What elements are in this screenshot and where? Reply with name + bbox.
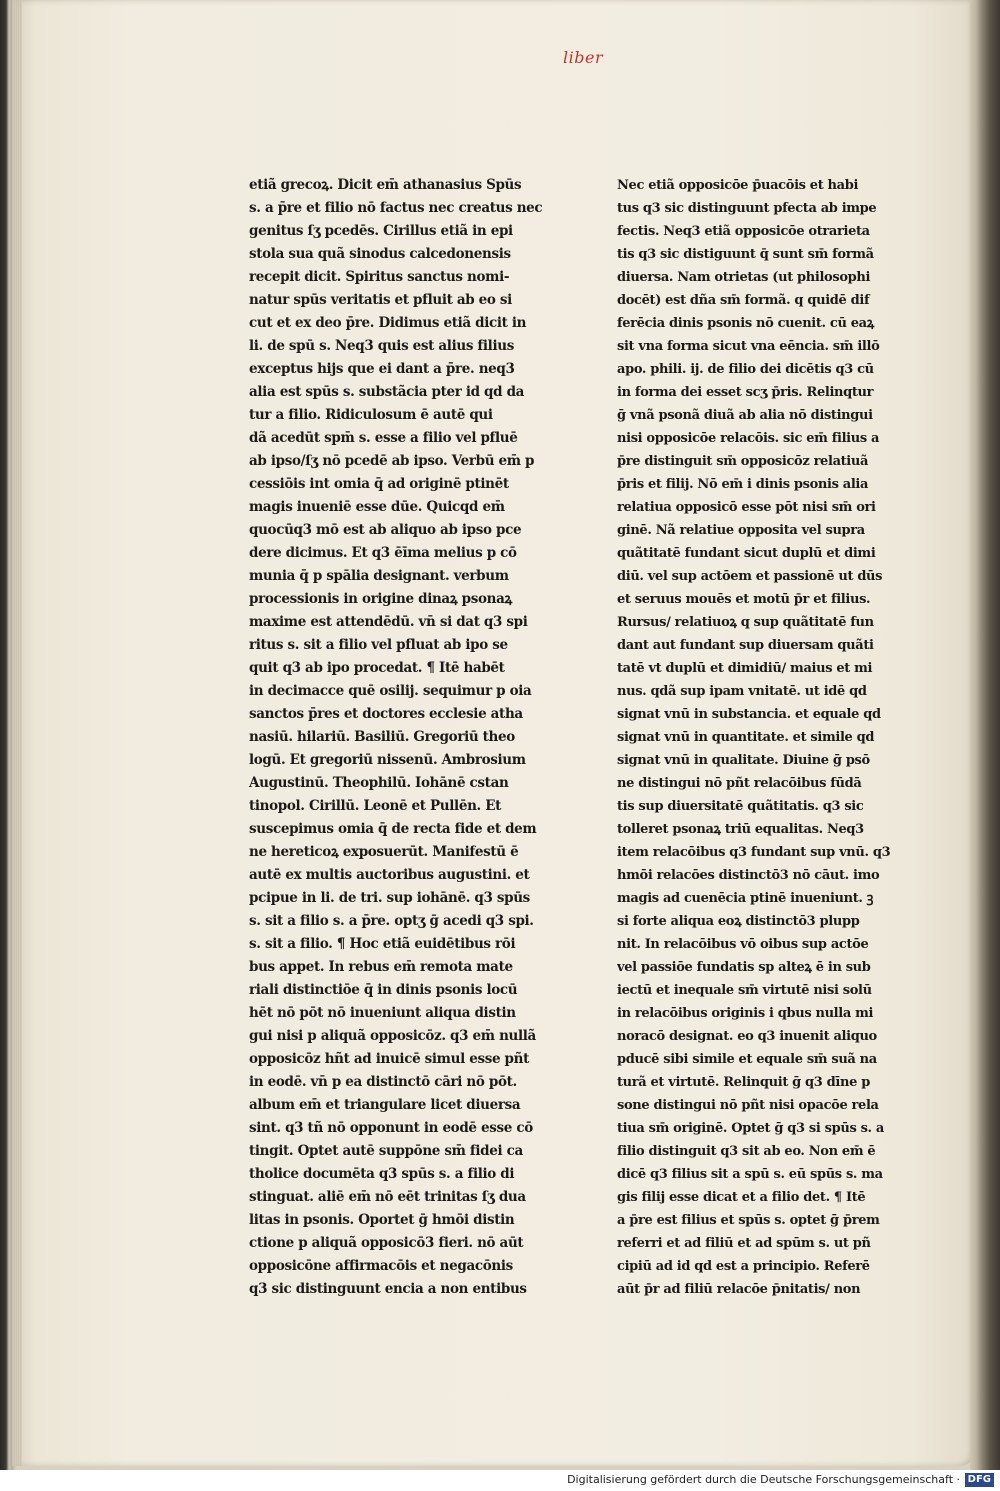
- text-line: pducē sibi simile et equale sm̄ suã na: [617, 1052, 877, 1067]
- text-line: referri et ad filiū et ad spūm s. ut pñ: [617, 1236, 871, 1251]
- text-line: iectū et inequale sm̄ virtutē nisi solū: [617, 983, 872, 998]
- text-line: genitus ſʒ pcedēs. Cirillus etiã in epi: [249, 223, 513, 239]
- text-line: nit. In relacōibus vō oibus sup actōe: [617, 937, 869, 952]
- page-edges: [12, 0, 22, 1466]
- text-line: dere dicimus. Et q3 ēīma melius p cō: [249, 545, 517, 561]
- text-line: in eodē. vn̄ p ea distinctō cāri nō pōt.: [249, 1074, 517, 1090]
- text-line: pcipue in li. de tri. sup iohānē. q3 spūs: [249, 890, 530, 906]
- text-line: processionis in origine dinaꝝ psonaꝝ: [249, 591, 512, 607]
- text-line: quit q3 ab ipo procedat. ¶ Itē habēt: [249, 660, 505, 676]
- text-line: q3 sic distinguunt encia a non entibus: [249, 1281, 527, 1297]
- text-line: munia q̄ p spālia designant. verbum: [249, 568, 509, 584]
- text-line: filio distinguit q3 sit ab eo. Non em̄ ē: [617, 1144, 876, 1159]
- text-line: tus q3 sic distinguunt pfecta ab impe: [617, 201, 877, 216]
- text-line: ginē. Nã relatiue opposita vel supra: [617, 523, 865, 538]
- text-line: vel passiōe fundatis sp alteꝝ ē in sub: [617, 960, 871, 975]
- text-line: Nec etiã opposicōe p̄uacōis et habi: [617, 178, 859, 193]
- text-line: signat vnū in qualitate. Diuine ḡ psō: [617, 753, 870, 768]
- text-line: item relacōibus q3 fundant sup vnū. q3: [617, 845, 891, 860]
- text-line: autē ex multis auctoribus augustini. et: [249, 867, 530, 883]
- text-line: s. a p̄re et filio nō factus nec creatus nec: [249, 200, 543, 216]
- text-line: ritus s. sit a filio vel pfluat ab ipo se: [249, 637, 508, 653]
- running-head: liber: [563, 48, 604, 67]
- text-line: turã et virtutē. Relinquit ḡ q3 dīne p: [617, 1075, 870, 1090]
- text-line: in forma dei esset scʒ p̄ris. Relinqtur: [617, 385, 874, 400]
- text-line: relatiua opposicō esse pōt nisi sm̄ ori: [617, 500, 876, 515]
- text-line: ab ipso/ſʒ nō pcedē ab ipso. Verbū em̄ p: [249, 453, 535, 469]
- text-line: a p̄re est filius et spūs s. optet ḡ p̄rem: [617, 1213, 880, 1228]
- text-line: diū. vel sup actōem et passionē ut dūs: [617, 569, 883, 584]
- text-line: hmōi relacōes distinctō3 nō cāut. imo: [617, 868, 880, 883]
- text-line: etiã grecoꝝ. Dicit em̄ athanasius Spūs: [249, 177, 522, 193]
- text-line: cut et ex deo p̄re. Didimus etiã dicit in: [249, 315, 527, 331]
- text-line: album em̄ et triangulare licet diuersa: [249, 1097, 521, 1113]
- text-line: docēt) est dña sm̄ formã. q quidē dif: [617, 293, 870, 308]
- text-line: cessiōis int omia q̄ ad originē ptinēt: [249, 476, 509, 492]
- text-line: apo. phili. ij. de filio dei dicētis q3 cū: [617, 362, 874, 377]
- funding-notice: Digitalisierung gefördert durch die Deutsche Forschungsgemeinschaft ·: [567, 1473, 960, 1486]
- text-line: ḡ vnã psonã diuã ab alia nō distingui: [617, 408, 873, 423]
- text-line: signat vnū in substancia. et equale qd: [617, 707, 881, 722]
- text-line: tingit. Optet autē suppōne sm̄ fidei ca: [249, 1143, 523, 1159]
- text-line: et seruus mouēs et motū p̄r et filius.: [617, 592, 871, 607]
- text-line: nus. qdã sup ipam vnitatē. ut idē qd: [617, 684, 867, 699]
- text-line: dant aut fundant sup diuersam quãti: [617, 638, 874, 653]
- text-line: tur a filio. Ridiculosum ē autē qui: [249, 407, 493, 423]
- text-line: quãtitatē fundant sicut duplū et dimi: [617, 546, 876, 561]
- text-line: stola sua quã sinodus calcedonensis: [249, 246, 511, 262]
- text-line: tis sup diuersitatē quãtitatis. q3 sic: [617, 799, 864, 814]
- text-line: recepit dicit. Spiritus sanctus nomi-: [249, 269, 510, 285]
- text-line: dicē q3 filius sit a spū s. eū spūs s. ma: [617, 1167, 883, 1182]
- text-line: dã acedūt spm̄ s. esse a filio vel pfluē: [249, 430, 518, 446]
- text-line: aūt p̄r ad filiū relacōe p̄nitatis/ non: [617, 1282, 861, 1297]
- text-line: sone distingui nō pñt nisi opacōe rela: [617, 1098, 879, 1113]
- text-line: Rursus/ relatiuoꝝ q sup quãtitatē fun: [617, 615, 874, 630]
- text-line: riali distinctiōe q̄ in dinis psonis locū: [249, 982, 518, 998]
- text-line: signat vnū in quantitate. et simile qd: [617, 730, 875, 745]
- text-line: si forte aliqua eoꝝ distinctō3 plupp: [617, 914, 860, 929]
- text-line: s. sit a filio. ¶ Hoc etiã euidētibus rōi: [249, 936, 516, 952]
- text-line: bus appet. In rebus em̄ remota mate: [249, 959, 513, 975]
- text-line: tatē vt duplū et dimidiū/ maius et mi: [617, 661, 873, 676]
- text-line: cipiū ad id qd est a principio. Referē: [617, 1259, 870, 1274]
- text-line: li. de spū s. Neq3 quis est alius filius: [249, 338, 514, 354]
- text-line: p̄ris et filij. Nō em̄ i dinis psonis alia: [617, 477, 869, 492]
- text-line: ctione p aliquã opposicō3 fieri. nō aūt: [249, 1235, 524, 1251]
- text-line: tiua sm̄ originē. Optet ḡ q3 si spūs s. a: [617, 1121, 884, 1136]
- text-line: sanctos p̄res et doctores ecclesie atha: [249, 706, 523, 722]
- text-line: litas in psonis. Oportet ḡ hmōi distin: [249, 1212, 515, 1228]
- text-line: hēt nō pōt nō inueniunt aliqua distin: [249, 1005, 516, 1021]
- footer-bar: [0, 1470, 1000, 1491]
- text-line: logū. Et gregoriū nissenū. Ambrosium: [249, 752, 526, 768]
- text-line: natur spūs veritatis et pfluit ab eo si: [249, 292, 512, 308]
- text-line: opposicōne affirmacōis et negacōnis: [249, 1258, 513, 1274]
- text-line: sit vna forma sicut vna eēncia. sm̄ illō: [617, 339, 880, 354]
- text-line: sint. q3 tñ nō opponunt in eodē esse cō: [249, 1120, 533, 1136]
- text-line: s. sit a filio s. a p̄re. optʒ ḡ acedi q3 spi.: [249, 913, 534, 929]
- text-line: tolleret psonaꝝ triū equalitas. Neq3: [617, 822, 864, 837]
- text-line: tholice documēta q3 spūs s. a filio di: [249, 1166, 515, 1182]
- text-line: quocūq3 mō est ab aliquo ab ipso pce: [249, 522, 522, 538]
- text-line: gui nisi p aliquã opposicōz. q3 em̄ nullã: [249, 1028, 536, 1044]
- text-line: in decimacce quē osilij. sequimur p oia: [249, 683, 532, 699]
- text-line: opposicōz hñt ad inuicē simul esse pñt: [249, 1051, 529, 1067]
- text-line: gis filij esse dicat et a filio det. ¶ Itē: [617, 1190, 866, 1205]
- text-line: tinopol. Cirillū. Leonē et Pullēn. Et: [249, 798, 502, 814]
- text-line: nasiū. hilariū. Basiliū. Gregoriū theo: [249, 729, 515, 745]
- text-line: magis inueniē esse dūe. Quicqd em̄: [249, 499, 505, 515]
- text-column-right: [617, 174, 909, 1301]
- binding-edge: [970, 0, 1000, 1470]
- text-line: nisi opposicōe relacōis. sic em̄ filius a: [617, 431, 880, 446]
- text-line: p̄re distinguit sm̄ opposicōz relatiuã: [617, 454, 869, 469]
- text-line: ferēcia dinis psonis nō cuenit. cū eaꝝ: [617, 316, 874, 331]
- text-line: maxime est attendēdū. vn̄ si dat q3 spi: [249, 614, 528, 630]
- text-line: in relacōibus originis i qbus nulla mi: [617, 1006, 874, 1021]
- dfg-logo: DFG: [965, 1473, 994, 1487]
- text-line: noracō designat. eo q3 inuenit aliquo: [617, 1029, 877, 1044]
- text-line: Augustinū. Theophilū. Iohānē cstan: [249, 775, 509, 791]
- text-line: exceptus hijs que ei dant a p̄re. neq3: [249, 361, 515, 377]
- text-line: ne hereticoꝝ exposuerūt. Manifestū ē: [249, 844, 519, 860]
- text-line: diuersa. Nam otrietas (ut philosophi: [617, 270, 871, 285]
- text-line: magis ad cuenēcia ptinē inueniunt. ꝫ: [617, 891, 874, 906]
- text-line: stinguat. aliē em̄ nō eēt trinitas ſʒ dua: [249, 1189, 526, 1205]
- text-column-left: [249, 174, 551, 1301]
- text-line: ne distingui nō pñt relacōibus fūdā: [617, 776, 862, 791]
- text-line: tis q3 sic distiguunt q̄ sunt sm̄ formã: [617, 247, 874, 262]
- text-line: fectis. Neq3 etiã opposicōe otrarieta: [617, 224, 870, 239]
- text-line: alia est spūs s. substãcia pter id qd da: [249, 384, 525, 400]
- text-line: suscepimus omia q̄ de recta fide et dem: [249, 821, 537, 837]
